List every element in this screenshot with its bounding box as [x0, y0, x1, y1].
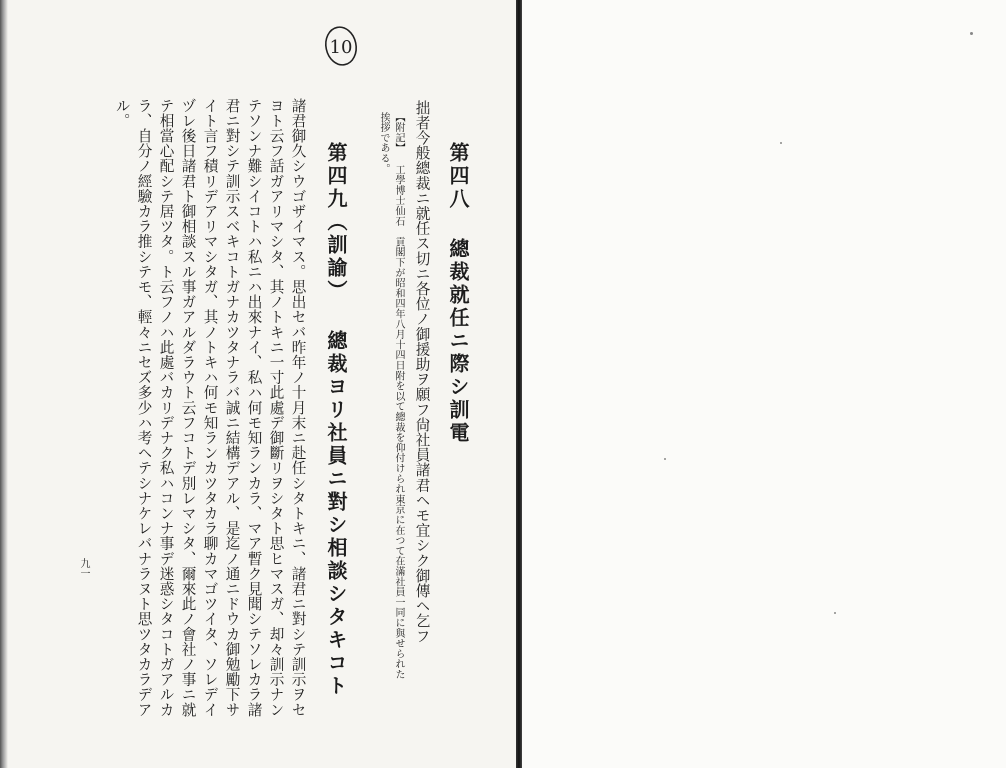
body-line: ラ、自分ノ經驗カラ推シテモ、輕々ニセズ多少ハ考ヘテシナケレバナラヌト思ツタカラデア [135, 98, 153, 718]
body-line: ヨト云フ話ガアリマシタ、其ノトキニ一寸此處デ御斷リヲシタト思ヒマスガ、却々訓示ナン [267, 98, 285, 718]
right-page-blank [522, 0, 1006, 768]
body-line: テソンナ難シイコトハ私ニハ出來ナイ、私ハ何モ知ランカラ、マア暫ク見聞シテソレカラ諸 [245, 98, 263, 718]
section-49-heading: 第四九（訓諭） 總裁ヨリ社員ニ對シ相談シタキコト [324, 142, 348, 698]
body-line: 諸君御久シウゴザイマス。思出セバ昨年ノ十月末ニ赴任シタトキニ、諸君ニ對シテ訓示ヲセ [289, 98, 307, 718]
paper-speck [664, 458, 666, 460]
paper-speck [780, 142, 782, 144]
body-line: テ相當心配シテ居ツタ。ト云フノハ此處バカリデナク私ハコンナ事デ迷惑シタコトガアルカ [157, 98, 175, 718]
body-line: イト言フ積リデアリマシタガ、其ノトキハ何モ知ランカツタカラ聊カマゴツイタ、ソレデイ [201, 98, 219, 718]
section-48-note-line-2: 挨拶である。 [378, 112, 389, 174]
section-48-note-line-1: 【附記】 工學博士仙石 貢閣下が昭和四年八月十四日附を以て總裁を仰付けられ東京に在つて在滿社員一同に與せられた [393, 112, 404, 680]
paper-speck [970, 32, 973, 35]
circled-number-text: 10 [329, 37, 353, 58]
circled-number-mark [323, 24, 359, 68]
page-number: 九一 [78, 558, 89, 578]
section-48-heading: 第四八 總裁就任ニ際シ訓電 [446, 142, 470, 445]
section-48-text: 拙者今般總裁ニ就任ス切ニ各位ノ御援助ヲ願フ尙社員諸君ヘモ宜シク御傳ヘ乞フ [413, 100, 431, 644]
page-edge-shadow [0, 0, 8, 768]
body-line: 君ニ對シテ訓示スベキコトガナカツタナラバ誠ニ結構デアル、是迄ノ通ニドウカ御勉勵下サ [223, 98, 241, 718]
body-line: ル。 [113, 98, 131, 129]
paper-speck [834, 612, 836, 614]
body-line: ヅレ後日諸君ト御相談スル事ガアルダラウト云フコトデ別レマシタ、爾來此ノ會社ノ事ニ就 [179, 98, 197, 718]
